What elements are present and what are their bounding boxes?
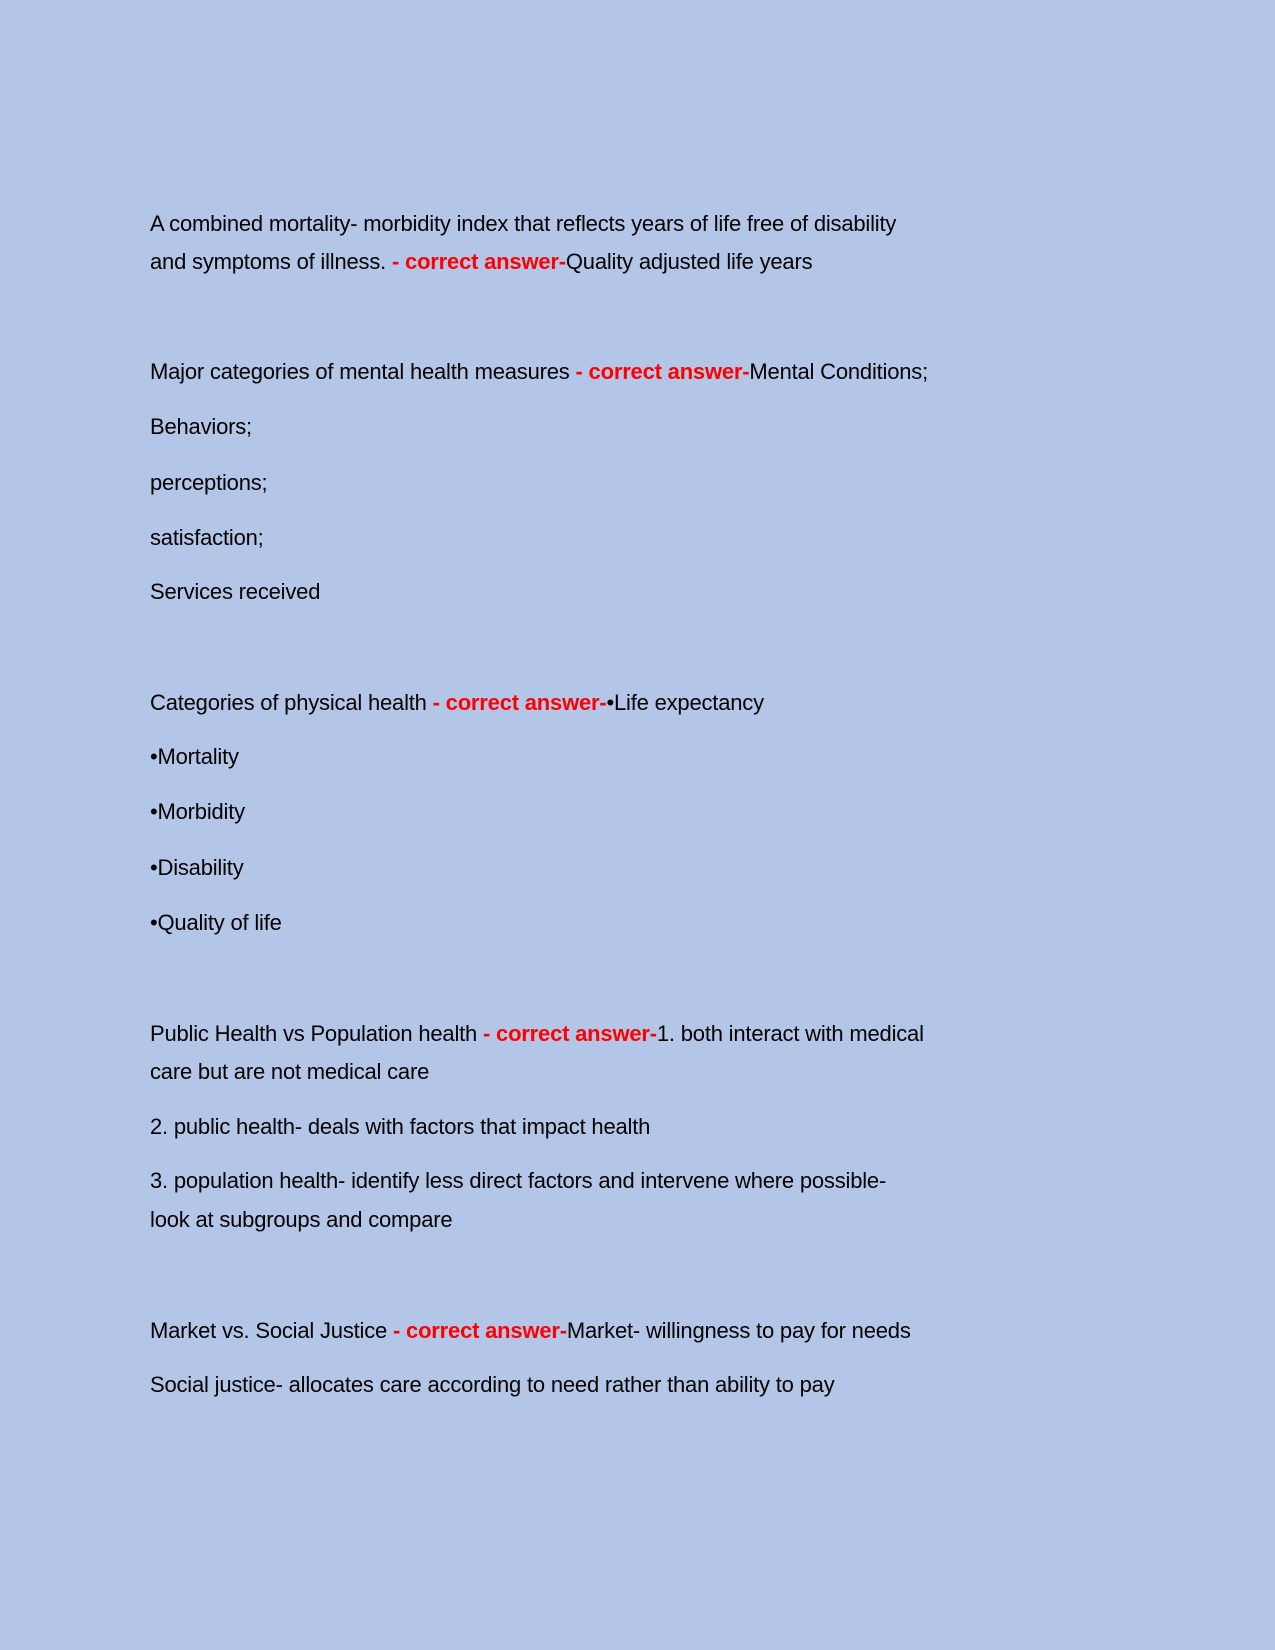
answer-line: •Disability bbox=[150, 855, 244, 880]
question-answer-line bbox=[150, 358, 928, 386]
correct-answer-label: - correct answer- bbox=[575, 359, 750, 384]
answer-line: •Morbidity bbox=[150, 799, 245, 824]
question-text: Market vs. Social Justice bbox=[150, 1318, 393, 1343]
answer-line: Behaviors; bbox=[150, 414, 252, 439]
answer-line: •Quality of life bbox=[150, 910, 282, 935]
correct-answer-label: - correct answer- bbox=[483, 1021, 657, 1046]
question-text: Major categories of mental health measures bbox=[150, 359, 576, 384]
answer-text: Mental Conditions; bbox=[749, 359, 929, 384]
question-answer-line bbox=[150, 1020, 924, 1048]
question-text: Public Health vs Population health bbox=[150, 1021, 483, 1046]
answer-line: satisfaction; bbox=[150, 525, 264, 550]
answer-line: look at subgroups and compare bbox=[150, 1207, 453, 1232]
question-answer-line bbox=[150, 1317, 911, 1345]
correct-answer-label: - correct answer- bbox=[432, 690, 607, 715]
answer-line: Social justice- allocates care according to need rather than ability to pay bbox=[150, 1372, 835, 1397]
answer-text: •Life expectancy bbox=[606, 690, 764, 715]
question-text: A combined mortality- morbidity index that reflects years of life free of disability bbox=[150, 211, 897, 236]
question-answer-line bbox=[150, 689, 764, 717]
answer-line: 2. public health- deals with factors that impact health bbox=[150, 1114, 651, 1139]
question-text: and symptoms of illness. bbox=[150, 249, 392, 274]
question-text: Categories of physical health bbox=[150, 690, 433, 715]
answer-line: perceptions; bbox=[150, 470, 268, 495]
answer-text: Quality adjusted life years bbox=[565, 249, 813, 274]
answer-text: Market- willingness to pay for needs bbox=[566, 1318, 911, 1343]
answer-line: Services received bbox=[150, 579, 321, 604]
correct-answer-label: - correct answer- bbox=[393, 1318, 567, 1343]
correct-answer-label: - correct answer- bbox=[392, 249, 566, 274]
answer-line: 3. population health- identify less direct factors and intervene where possible- bbox=[150, 1168, 887, 1193]
question-answer-line bbox=[150, 248, 812, 276]
answer-line: •Mortality bbox=[150, 744, 239, 769]
answer-text: 1. both interact with medical bbox=[656, 1021, 924, 1046]
answer-line: care but are not medical care bbox=[150, 1059, 430, 1084]
